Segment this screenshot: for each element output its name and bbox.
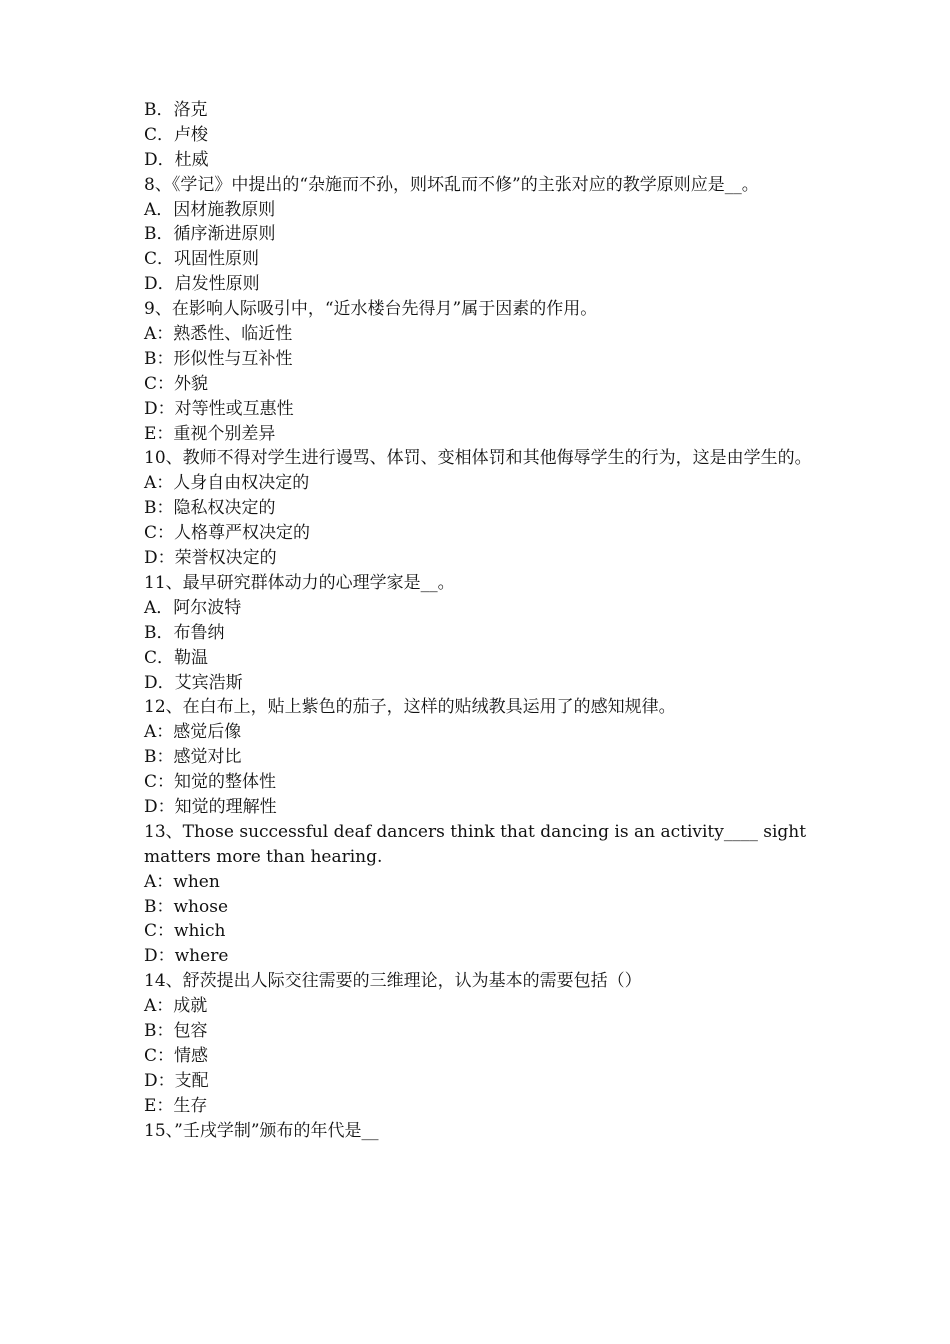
option-line: B．布鲁纳 — [144, 622, 225, 643]
option-line: A：when — [144, 871, 220, 892]
option-line: B：whose — [144, 896, 229, 917]
question-8: 8、《学记》中提出的“杂施而不孙，则坏乱而不修”的主张对应的教学原则应是__。 — [144, 174, 759, 195]
option-line: D．启发性原则 — [144, 274, 260, 295]
option-line: C：外貌 — [144, 373, 209, 394]
option-line: D：知觉的理解性 — [144, 796, 277, 817]
option-line: A．阿尔波特 — [144, 597, 242, 618]
option-line: A：熟悉性、临近性 — [144, 324, 293, 345]
option-line: A：人身自由权决定的 — [144, 473, 310, 494]
option-line: D：荣誉权决定的 — [144, 548, 277, 569]
option-line: B：隐私权决定的 — [144, 498, 276, 519]
option-line: C．卢梭 — [144, 124, 209, 145]
option-line: A．因材施教原则 — [144, 199, 276, 220]
option-line: D：对等性或互惠性 — [144, 398, 294, 419]
question-15: 15、”壬戌学制”颁布的年代是__ — [144, 1120, 379, 1141]
option-line: E：重视个别差异 — [144, 423, 276, 444]
option-line: C．勒温 — [144, 647, 209, 668]
option-line: A：感觉后像 — [144, 722, 242, 743]
option-line: D：where — [144, 946, 229, 967]
option-line: D：支配 — [144, 1070, 209, 1091]
question-10: 10、教师不得对学生进行谩骂、体罚、变相体罚和其他侮辱学生的行为，这是由学生的。 — [144, 448, 812, 469]
question-11: 11、最早研究群体动力的心理学家是__。 — [144, 572, 455, 593]
option-line: D．杜威 — [144, 149, 209, 170]
question-9: 9、在影响人际吸引中，“近水楼台先得月”属于因素的作用。 — [144, 299, 598, 320]
question-14: 14、舒茨提出人际交往需要的三维理论，认为基本的需要包括（） — [144, 971, 642, 992]
option-line: A：成就 — [144, 996, 208, 1017]
option-line: C：情感 — [144, 1045, 209, 1066]
option-line: B．循序渐进原则 — [144, 224, 276, 245]
option-line: B：形似性与互补性 — [144, 348, 293, 369]
option-line: C：人格尊严权决定的 — [144, 523, 311, 544]
option-line: B：包容 — [144, 1021, 208, 1042]
option-line: C：知觉的整体性 — [144, 772, 277, 793]
option-line: E：生存 — [144, 1095, 208, 1116]
option-line: B．洛克 — [144, 100, 208, 120]
question-13: 13、Those successful deaf dancers think that dancing is an activity____ sight matters more than hearing. — [144, 821, 807, 867]
option-line: C．巩固性原则 — [144, 249, 260, 270]
option-line: B：感觉对比 — [144, 747, 242, 768]
question-12: 12、在白布上，贴上紫色的茄子，这样的贴绒教具运用了的感知规律。 — [144, 697, 676, 718]
document-body — [144, 98, 816, 1143]
option-line: C：which — [144, 921, 226, 942]
option-line: D．艾宾浩斯 — [144, 672, 243, 693]
